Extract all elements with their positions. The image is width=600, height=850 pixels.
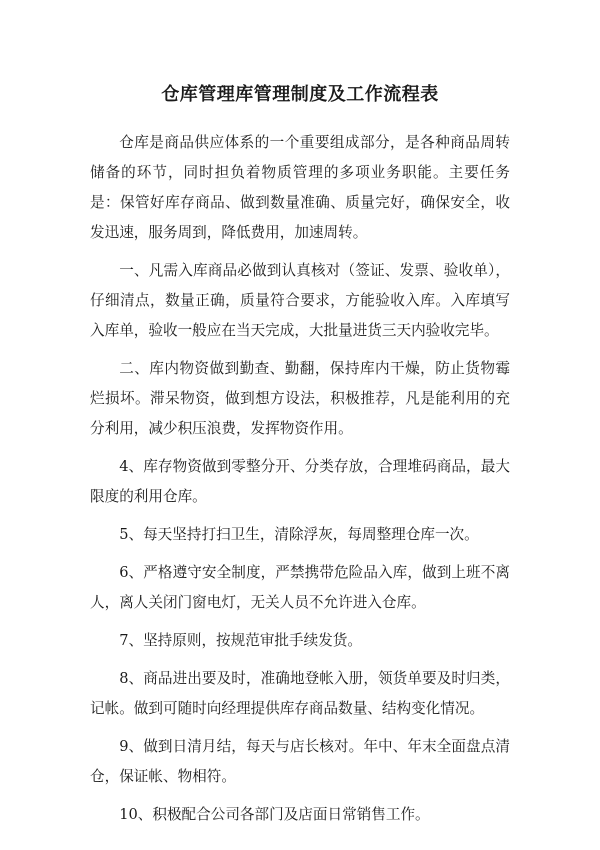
paragraph-rule-7: 7、坚持原则，按规范审批手续发货。 <box>119 632 362 649</box>
paragraph-rule-5: 5、每天坚持打扫卫生，清除浮灰，每周整理仓库一次。 <box>119 526 479 543</box>
paragraph-rule-1: 一、凡需入库商品必做到认真核对（签证、发票、验收单），仔细清点，数量正确，质量符合要求，方能验收入库。入库填写入库单，验收一般应在当天完成，大批量进货三天内验收完毕。 <box>90 262 510 339</box>
paragraph-rule-10: 10、积极配合公司各部门及店面日常销售工作。 <box>119 806 430 823</box>
paragraph-intro: 仓库是商品供应体系的一个重要组成部分，是各种商品周转储备的环节，同时担负着物质管理的多项业务职能。主要任务是：保管好库存商品、做到数量准确、质量完好，确保安全，收发迅速，服务周到，降低费用，加速周转。 <box>90 134 510 241</box>
page-title: 仓库管理库管理制度及工作流程表 <box>161 84 439 105</box>
paragraph-rule-4: 4、库存物资做到零整分开、分类存放，合理堆码商品，最大限度的利用仓库。 <box>90 458 510 505</box>
paragraph-rule-6: 6、严格遵守安全制度，严禁携带危险品入库，做到上班不离人，离人关闭门窗电灯，无关人员不允许进入仓库。 <box>90 564 510 611</box>
paragraph-rule-2: 二、库内物资做到勤查、勤翻，保持库内干燥，防止货物霉烂损坏。滞呆物资，做到想方设法，积极推荐，凡是能利用的充分利用，减少积压浪费，发挥物资作用。 <box>90 360 510 437</box>
paragraph-rule-9: 9、做到日清月结，每天与店长核对。年中、年末全面盘点清仓，保证帐、物相符。 <box>90 738 510 785</box>
paragraph-rule-8: 8、商品进出要及时，准确地登帐入册，领货单要及时归类，记帐。做到可随时向经理提供库存商品数量、结构变化情况。 <box>90 670 510 717</box>
